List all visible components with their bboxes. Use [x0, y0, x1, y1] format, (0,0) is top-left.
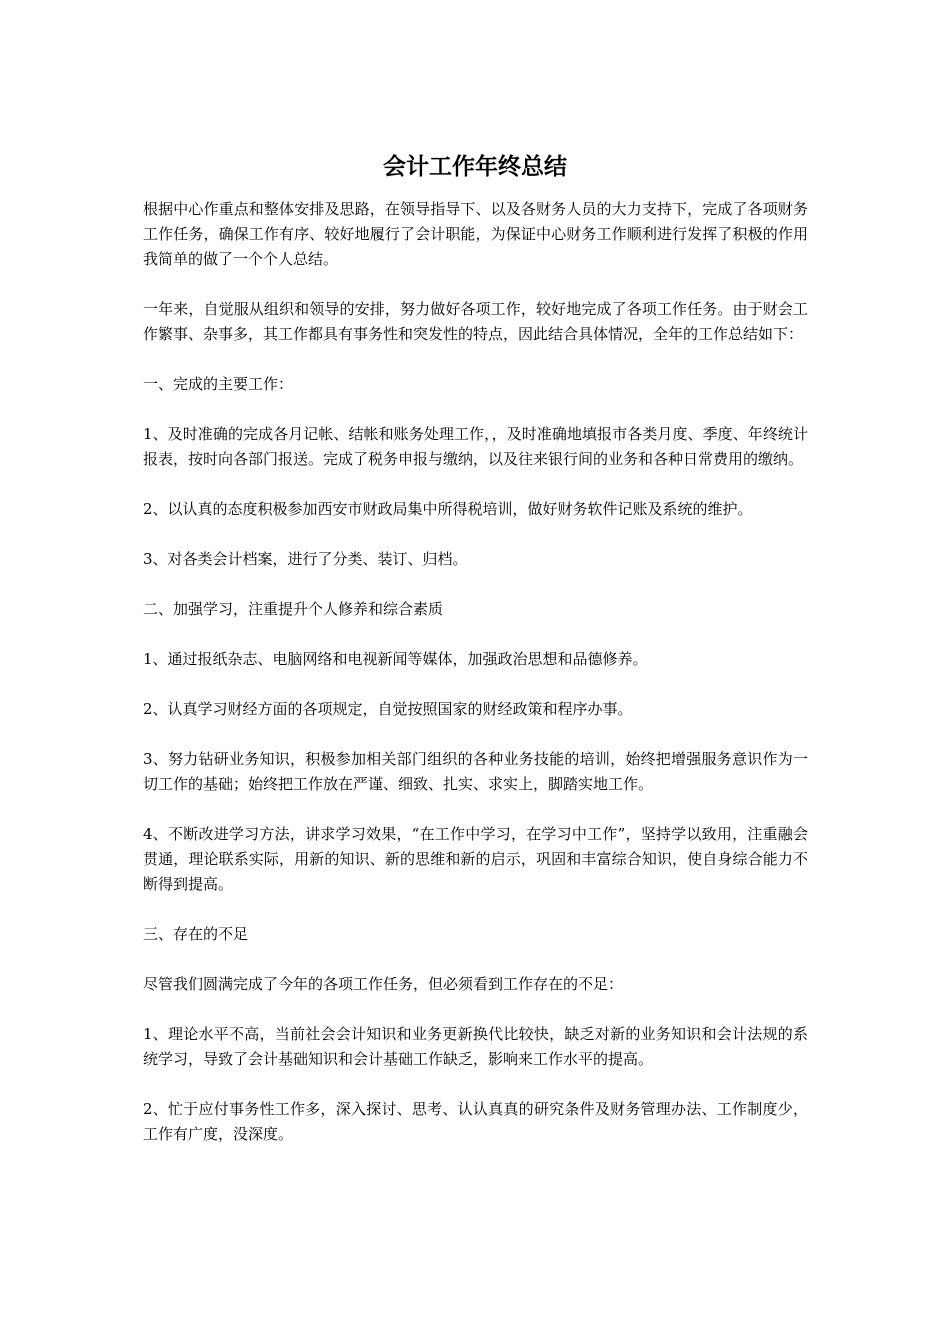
section-heading-shortcomings: 三、存在的不足 — [143, 925, 249, 943]
study-item-1: 1、通过报纸杂志、电脑网络和电视新闻等媒体，加强政治思想和品德修养。 — [143, 650, 648, 668]
study-item-2: 2、认真学习财经方面的各项规定，自觉按照国家的财经政策和程序办事。 — [143, 700, 633, 718]
document-title: 会计工作年终总结 — [383, 154, 567, 180]
section-heading-study: 二、加强学习，注重提升个人修养和综合素质 — [143, 600, 444, 618]
overview-paragraph: 一年来，自觉服从组织和领导的安排，努力做好各项工作，较好地完成了各项工作任务。由于财会工作繁事、杂事多，其工作都具有事务性和突发性的特点，因此结合具体情况，全年的工作总结如下： — [143, 300, 808, 343]
study-item-3: 3、努力钻研业务知识，积极参加相关部门组织的各种业务技能的培训，始终把增强服务意识作为一切工作的基础；始终把工作放在严谨、细致、扎实、求实上，脚踏实地工作。 — [143, 750, 808, 793]
section-heading-main-work: 一、完成的主要工作： — [143, 375, 294, 393]
study-item-4: 4、不断改进学习方法，讲求学习效果，“在工作中学习，在学习中工作”，坚持学以致用，注重融会贯通，理论联系实际，用新的知识、新的思维和新的启示，巩固和丰富综合知识，使自身综合能力不断得到提高。 — [143, 825, 808, 893]
intro-paragraph: 根据中心作重点和整体安排及思路，在领导指导下、以及各财务人员的大力支持下，完成了各项财务工作任务，确保工作有序、较好地履行了会计职能，为保证中心财务工作顺利进行发挥了积极的作用我简单的做了一个个人总结。 — [143, 200, 808, 268]
shortcoming-item-2: 2、忙于应付事务性工作多，深入探讨、思考、认认真真的研究条件及财务管理办法、工作制度少，工作有广度，没深度。 — [143, 1100, 808, 1143]
document-body — [143, 197, 808, 1172]
main-work-item-2: 2、以认真的态度积极参加西安市财政局集中所得税培训，做好财务软件记账及系统的维护。 — [143, 500, 753, 518]
shortcomings-intro: 尽管我们圆满完成了今年的各项工作任务，但必须看到工作存在的不足： — [143, 975, 624, 993]
shortcoming-item-1: 1、理论水平不高，当前社会会计知识和业务更新换代比较快，缺乏对新的业务知识和会计法规的系统学习，导致了会计基础知识和会计基础工作缺乏，影响来工作水平的提高。 — [143, 1025, 808, 1068]
main-work-item-1: 1、及时准确的完成各月记帐、结帐和账务处理工作，，及时准确地填报市各类月度、季度、年终统计报表，按时向各部门报送。完成了税务申报与缴纳，以及往来银行间的业务和各种日常费用的缴纳。 — [143, 425, 808, 468]
main-work-item-3: 3、对各类会计档案，进行了分类、装订、归档。 — [143, 550, 468, 568]
